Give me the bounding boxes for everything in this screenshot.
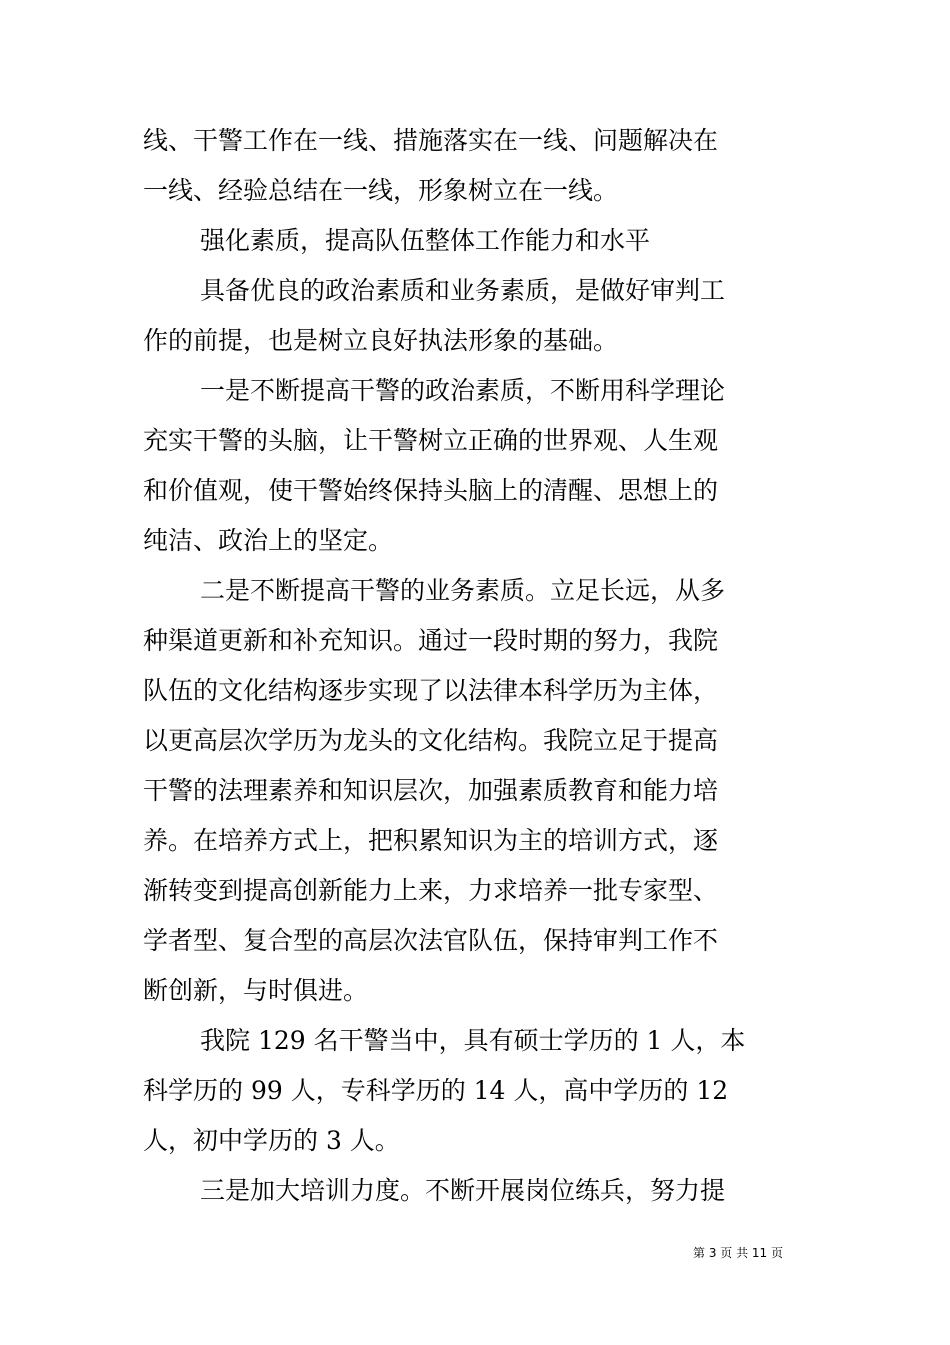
text-line: 干警的法理素养和知识层次，加强素质教育和能力培	[143, 776, 719, 805]
text-line: 具备优良的政治素质和业务素质，是做好审判工	[200, 276, 726, 305]
text-line: 充实干警的头脑，让干警树立正确的世界观、人生观	[143, 426, 719, 455]
text-line: 我院 129 名干警当中，具有硕士学历的 1 人，本	[200, 1026, 746, 1055]
text-line: 和价值观，使干警始终保持头脑上的清醒、思想上的	[143, 476, 719, 505]
text-line: 二是不断提高干警的业务素质。立足长远，从多	[200, 576, 726, 605]
text-line: 队伍的文化结构逐步实现了以法律本科学历为主体，	[143, 676, 719, 705]
text-line: 纯洁、政治上的坚定。	[143, 526, 394, 555]
section-heading: 强化素质，提高队伍整体工作能力和水平	[200, 226, 651, 255]
page-number: 第 3 页 共 11 页	[693, 1246, 783, 1260]
text-line: 断创新，与时俱进。	[143, 976, 369, 1005]
text-line: 渐转变到提高创新能力上来，力求培养一批专家型、	[143, 876, 719, 905]
text-line: 以更高层次学历为龙头的文化结构。我院立足于提高	[143, 726, 719, 755]
text-line: 养。在培养方式上，把积累知识为主的培训方式，逐	[143, 826, 719, 855]
text-line: 一线、经验总结在一线，形象树立在一线。	[143, 176, 619, 205]
text-line: 种渠道更新和补充知识。通过一段时期的努力，我院	[143, 626, 719, 655]
text-line: 一是不断提高干警的政治素质，不断用科学理论	[200, 376, 726, 405]
text-line: 学者型、复合型的高层次法官队伍，保持审判工作不	[143, 926, 719, 955]
text-line: 科学历的 99 人，专科学历的 14 人，高中学历的 12	[143, 1076, 729, 1105]
text-line: 线、干警工作在一线、措施落实在一线、问题解决在	[143, 126, 719, 155]
text-line: 作的前提，也是树立良好执法形象的基础。	[143, 326, 619, 355]
text-line: 人，初中学历的 3 人。	[143, 1126, 400, 1155]
text-line: 三是加大培训力度。不断开展岗位练兵，努力提	[200, 1176, 726, 1205]
